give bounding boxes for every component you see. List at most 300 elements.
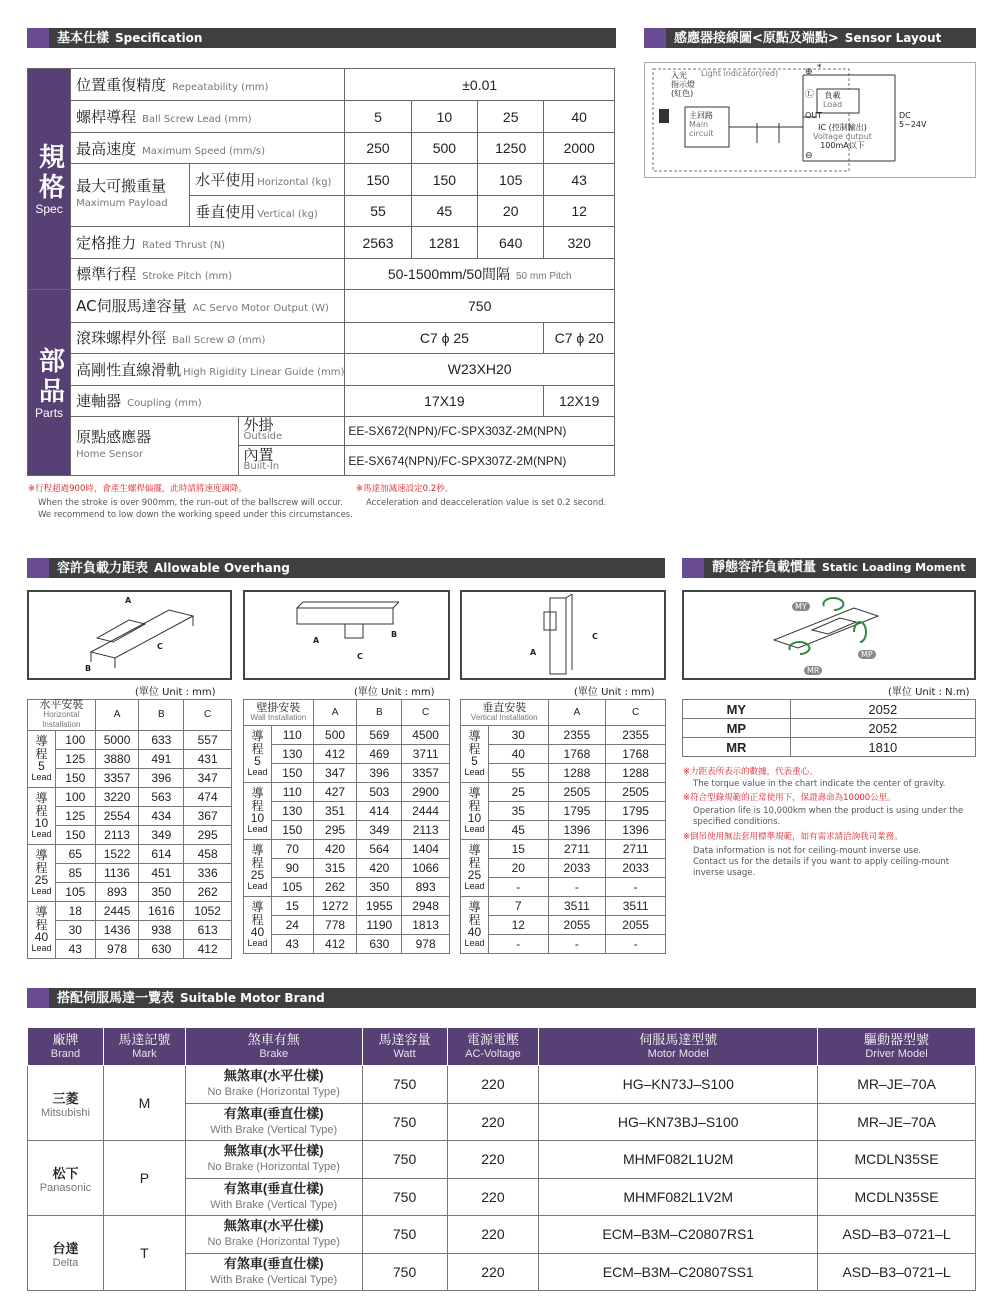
unit-label: (單位 Unit : mm) [574, 687, 655, 698]
moment-title-en: Static Loading Moment [822, 561, 966, 574]
motor-driver-cell: MR–JE–70A [818, 1103, 976, 1141]
table-row [461, 840, 666, 859]
lead-zh: 導程 [468, 843, 481, 870]
overhang-header [27, 558, 665, 578]
moment-diagram [682, 590, 976, 680]
table-cell: 893 [95, 883, 139, 902]
unit-label: (單位 Unit : mm) [135, 687, 216, 698]
overhang-title-en: Allowable Overhang [154, 561, 290, 575]
moment-table [682, 699, 976, 757]
diag-label-a: A [530, 648, 537, 657]
table-cell: 633 [139, 731, 184, 750]
table-cell: 3220 [95, 788, 139, 807]
speed-value: 1250 [478, 132, 544, 163]
motor-col-header [28, 1028, 104, 1066]
lead-group-label [244, 840, 272, 897]
table-cell: 1288 [606, 764, 666, 783]
table-cell: 150 [271, 821, 313, 840]
table-cell: 1616 [139, 902, 184, 921]
table-cell: 350 [357, 878, 402, 897]
table-row [461, 897, 666, 916]
lead-en: Lead [247, 881, 268, 891]
lead-en: Lead [464, 767, 485, 777]
sensor-in-label: 內置 Built-In [238, 446, 345, 476]
spec-header [27, 28, 616, 48]
table-cell: 778 [313, 916, 357, 935]
spec-note-2-zh: ※馬達加減速設定0.2秒。 [356, 484, 454, 494]
motor-driver-cell: MCDLN35SE [818, 1141, 976, 1179]
horizontal-diagram [27, 590, 232, 680]
table-cell: 350 [139, 883, 184, 902]
spec-note-2-en: Acceleration and deacceleration value is set 0.2 second. [366, 498, 607, 508]
lead-label: 螺桿導程 Ball Screw Lead (mm) [71, 101, 345, 132]
moment-value: 2052 [790, 700, 975, 719]
table-cell: 420 [313, 840, 357, 859]
table-cell: 1795 [548, 802, 606, 821]
moment-row [683, 738, 976, 757]
header-en: Brake [259, 1047, 289, 1060]
table-cell: 1404 [402, 840, 450, 859]
table-row [244, 897, 450, 916]
table-row [244, 802, 450, 821]
spec-table [27, 68, 615, 476]
my-label: MY [792, 602, 810, 611]
lead-value: 5 [345, 101, 411, 132]
dc-label: DC 5~24V [899, 111, 927, 129]
table-row [28, 845, 232, 864]
table-row [28, 864, 232, 883]
table-row [28, 769, 232, 788]
lead-num: 5 [254, 754, 261, 768]
moment-row [683, 719, 976, 738]
motor-w-cell: 750 [362, 1103, 447, 1141]
screw-value-2: C7 ϕ 20 [544, 322, 615, 353]
moment-note-3-en-3: inverse usage. [693, 868, 756, 878]
moment-row [683, 700, 976, 719]
table-row [28, 940, 232, 959]
payload-v-value: 12 [544, 195, 615, 226]
lead-group-label [244, 897, 272, 954]
header-zh: 馬達容量 [378, 1031, 431, 1047]
table-cell: 150 [55, 826, 95, 845]
table-cell: - [548, 935, 606, 954]
table-cell: 1955 [357, 897, 402, 916]
table-cell: 978 [95, 940, 139, 959]
plus-terminal: ⊕ [805, 67, 813, 77]
lead-group-label [244, 726, 272, 783]
motor-driver-cell: MCDLN35SE [818, 1178, 976, 1216]
table-cell: 90 [271, 859, 313, 878]
lead-group-label [28, 845, 56, 902]
table-row [461, 764, 666, 783]
table-cell: 414 [357, 802, 402, 821]
screw-label: 滾珠螺桿外徑 Ball Screw Ø (mm) [71, 322, 345, 353]
thrust-value: 640 [478, 227, 544, 258]
out-label: OUT [805, 111, 823, 120]
moment-unit: (單位 Unit : N.m) [888, 687, 970, 698]
table-cell: - [488, 935, 548, 954]
table-cell: 100 [55, 731, 95, 750]
horizontal-overhang-table [27, 699, 232, 959]
table-cell: 262 [184, 883, 232, 902]
sensor-out-value: EE-SX672(NPN)/FC-SPX303Z-2M(NPN) [345, 417, 615, 446]
stroke-value: 50-1500mm/50間隔 50 mm Pitch [345, 258, 615, 289]
vertical-install-svg [462, 592, 664, 678]
sensor-out-label: 外掛 Outside [238, 417, 345, 446]
table-row [461, 878, 666, 897]
table-cell: 503 [357, 783, 402, 802]
table-cell: 349 [139, 826, 184, 845]
table-cell: 2948 [402, 897, 450, 916]
lead-en: Lead [31, 943, 52, 953]
table-cell: 65 [55, 845, 95, 864]
header-zh: 煞車有無 [247, 1031, 300, 1047]
motor-model-cell: ECM–B3M–C20807SS1 [539, 1253, 818, 1291]
lead-num: 10 [250, 811, 265, 825]
motor-w-cell: 750 [362, 1216, 447, 1254]
sensor-layout-header [644, 28, 976, 48]
table-row [244, 878, 450, 897]
speed-value: 2000 [544, 132, 615, 163]
spec-side: 規格 Spec [28, 69, 71, 290]
motor-model-cell: MHMF082L1V2M [539, 1178, 818, 1216]
motor-w-cell: 750 [362, 1253, 447, 1291]
table-cell: 20 [488, 859, 548, 878]
lead-zh: 導程 [251, 786, 264, 813]
col-header: B [357, 700, 402, 726]
brake-zh: 無煞車(水平仕樣) [223, 1143, 324, 1159]
brake-cell [185, 1216, 362, 1254]
table-cell: 2445 [95, 902, 139, 921]
table-cell: 2033 [548, 859, 606, 878]
lead-group-label [244, 783, 272, 840]
payload-h-value: 105 [478, 164, 544, 195]
lead-zh: 導程 [35, 734, 48, 761]
table-cell: 893 [402, 878, 450, 897]
vertical-diagram [460, 590, 666, 680]
spec-title-en: Specification [115, 31, 203, 45]
table-cell: 412 [313, 745, 357, 764]
motor-col-header [818, 1028, 976, 1066]
motor-header [27, 988, 976, 1008]
table-cell: 3511 [606, 897, 666, 916]
header-en: AC-Voltage [465, 1047, 521, 1060]
lead-zh: 導程 [251, 900, 264, 927]
col-header: A [95, 700, 139, 731]
table-cell: 431 [184, 750, 232, 769]
table-cell: 105 [271, 878, 313, 897]
motor-v-cell: 220 [447, 1216, 539, 1254]
lead-num: 40 [467, 925, 482, 939]
table-cell: 412 [313, 935, 357, 954]
table-row [28, 807, 232, 826]
table-cell: 491 [139, 750, 184, 769]
table-row [28, 902, 232, 921]
motor-value: 750 [345, 290, 615, 322]
brand-cell [28, 1141, 104, 1216]
header-zh: 廠牌 [52, 1031, 79, 1047]
table-row [28, 883, 232, 902]
motor-v-cell: 220 [447, 1253, 539, 1291]
col-header: B [139, 700, 184, 731]
table-cell: 367 [184, 807, 232, 826]
spec-note-1-zh: ※行程超過900時，會產生螺桿偏擺，此時請將速度調降。 [28, 484, 247, 494]
brake-cell [185, 1253, 362, 1291]
moment-note-3-zh: ※倒吊使用無法套用標準規範，如有需求請洽詢我司業務。 [683, 832, 903, 842]
moment-note-1-en: The torque value in the chart indicate the center of gravity. [693, 779, 946, 789]
table-cell: 569 [357, 726, 402, 745]
brake-zh: 有煞車(垂直仕樣) [223, 1180, 324, 1196]
table-row [244, 783, 450, 802]
speed-value: 250 [345, 132, 411, 163]
moment-key: MP [683, 719, 791, 738]
table-cell: 2711 [606, 840, 666, 859]
table-row [244, 859, 450, 878]
table-cell: 30 [55, 921, 95, 940]
motor-model-cell: HG–KN73BJ–S100 [539, 1103, 818, 1141]
lead-zh: 導程 [468, 900, 481, 927]
col-header: A [313, 700, 357, 726]
col-header: C [402, 700, 450, 726]
table-cell: 613 [184, 921, 232, 940]
payload-label: 最大可搬重量 Maximum Payload [71, 164, 190, 227]
table-cell: 630 [357, 935, 402, 954]
lead-num: 25 [250, 868, 265, 882]
table-cell: 2355 [548, 726, 606, 745]
wall-install-svg [245, 592, 448, 678]
table-row [244, 745, 450, 764]
guide-value: W23XH20 [345, 354, 615, 385]
lead-en: Lead [464, 881, 485, 891]
table-cell: 105 [55, 883, 95, 902]
sensor-layout-title: 感應器接線圖<原點及端點> [674, 31, 839, 46]
light-indicator-en: Light indicator(red) [701, 69, 779, 78]
header-zh: 驅動器型號 [864, 1031, 930, 1047]
table-cell: 2355 [606, 726, 666, 745]
table-cell: 150 [271, 764, 313, 783]
h-install-label: 水平安裝 Horizontal Installation [28, 700, 96, 731]
table-cell: 150 [55, 769, 95, 788]
moment-value: 1810 [790, 738, 975, 757]
motor-v-cell: 220 [447, 1178, 539, 1216]
wall-diagram [243, 590, 450, 680]
sensor-layout-title-en: Sensor Layout [844, 31, 942, 45]
lead-group-label [28, 788, 56, 845]
table-cell: 125 [55, 750, 95, 769]
motor-driver-cell: ASD–B3–0721–L [818, 1253, 976, 1291]
header-zh: 伺服馬達型號 [639, 1031, 718, 1047]
table-cell: 2505 [548, 783, 606, 802]
lead-num: 40 [34, 930, 49, 944]
table-cell: 458 [184, 845, 232, 864]
l-terminal: Ⓛ [805, 90, 815, 100]
table-cell: - [606, 935, 666, 954]
table-cell: 1436 [95, 921, 139, 940]
table-cell: 1052 [184, 902, 232, 921]
motor-model-cell: ECM–B3M–C20807RS1 [539, 1216, 818, 1254]
table-cell: 349 [357, 821, 402, 840]
table-cell: 1190 [357, 916, 402, 935]
coupling-value-1: 17X19 [345, 385, 544, 416]
table-cell: 347 [184, 769, 232, 788]
header-en: Driver Model [865, 1047, 928, 1060]
brand-cell [28, 1216, 104, 1291]
lead-num: 10 [467, 811, 482, 825]
lead-en: Lead [464, 824, 485, 834]
header-en: Brand [50, 1047, 81, 1060]
table-cell: 2033 [606, 859, 666, 878]
table-cell: 100 [55, 788, 95, 807]
table-cell: 451 [139, 864, 184, 883]
lead-num: 10 [34, 816, 49, 830]
diag-label-a: A [125, 596, 132, 605]
lead-group-label [461, 783, 489, 840]
lead-value: 25 [478, 101, 544, 132]
table-cell: - [488, 878, 548, 897]
table-cell: 24 [271, 916, 313, 935]
motor-col-header [103, 1028, 185, 1066]
lead-group-label [461, 840, 489, 897]
moment-value: 2052 [790, 719, 975, 738]
stroke-label: 標準行程 Stroke Pitch (mm) [71, 258, 345, 289]
table-cell: 70 [271, 840, 313, 859]
diag-label-a: A [313, 636, 320, 645]
motor-row [28, 1141, 976, 1179]
table-cell: 295 [184, 826, 232, 845]
lead-zh: 導程 [251, 843, 264, 870]
table-row [461, 916, 666, 935]
motor-v-cell: 220 [447, 1103, 539, 1141]
minus-terminal: ⊖ [805, 151, 813, 161]
lead-en: Lead [247, 938, 268, 948]
lead-num: 25 [34, 873, 49, 887]
diag-label-b: B [391, 630, 398, 639]
moment-note-2-zh: ※符合型錄規範的正常使用下，保證壽命為10000公里。 [683, 793, 896, 803]
thrust-value: 320 [544, 227, 615, 258]
brake-zh: 有煞車(垂直仕樣) [223, 1105, 324, 1121]
table-row [461, 783, 666, 802]
load-label: 負載 Load [823, 91, 843, 109]
table-row [244, 935, 450, 954]
lead-zh: 導程 [251, 729, 264, 756]
table-cell: 2711 [548, 840, 606, 859]
table-row [461, 821, 666, 840]
table-cell: 7 [488, 897, 548, 916]
table-cell: 2444 [402, 802, 450, 821]
table-cell: 396 [357, 764, 402, 783]
brake-en: No Brake (Horizontal Type) [207, 1236, 340, 1249]
table-cell: 1813 [402, 916, 450, 935]
table-cell: 125 [55, 807, 95, 826]
lead-num: 40 [250, 925, 265, 939]
table-cell: 1272 [313, 897, 357, 916]
table-cell: 3711 [402, 745, 450, 764]
table-cell: 2055 [606, 916, 666, 935]
table-cell: 1288 [548, 764, 606, 783]
table-cell: 3357 [95, 769, 139, 788]
sensor-label: 原點感應器 Home Sensor [71, 417, 238, 476]
moment-note-1-zh: ※力距表所表示的數據，代表重心。 [683, 767, 818, 777]
coupling-value-2: 12X19 [544, 385, 615, 416]
table-row [461, 802, 666, 821]
motor-col-header [539, 1028, 818, 1066]
table-cell: 1522 [95, 845, 139, 864]
table-cell: 978 [402, 935, 450, 954]
speed-label: 最高速度 Maximum Speed (mm/s) [71, 132, 345, 163]
spec-note-1-en-2: We recommend to low down the working speed under this circumstances. [38, 510, 353, 520]
brake-zh: 無煞車(水平仕樣) [223, 1068, 324, 1084]
brake-cell [185, 1103, 362, 1141]
lead-value: 40 [544, 101, 615, 132]
table-cell: 420 [357, 859, 402, 878]
spec-title: 基本仕樣 [57, 31, 110, 46]
table-cell: 45 [488, 821, 548, 840]
table-cell: 347 [313, 764, 357, 783]
thrust-value: 1281 [411, 227, 477, 258]
table-cell: - [548, 878, 606, 897]
lead-group-label [461, 897, 489, 954]
lead-en: Lead [247, 824, 268, 834]
brake-en: No Brake (Horizontal Type) [207, 1161, 340, 1174]
payload-v-value: 55 [345, 195, 411, 226]
col-header: C [606, 700, 666, 726]
table-row [28, 788, 232, 807]
motor-model-cell: HG–KN73J–S100 [539, 1066, 818, 1104]
table-cell: 3511 [548, 897, 606, 916]
table-cell: 630 [139, 940, 184, 959]
mark-cell: T [103, 1216, 185, 1291]
motor-row [28, 1216, 976, 1254]
thrust-label: 定格推力 Rated Thrust (N) [71, 227, 345, 258]
lead-num: 25 [467, 868, 482, 882]
table-cell: 1136 [95, 864, 139, 883]
brand-zh: 台達 [52, 1240, 79, 1256]
table-row [244, 840, 450, 859]
v-install-label: 垂直安裝 Vertical Installation [461, 700, 549, 726]
mr-label: MR [804, 666, 822, 675]
header-en: Watt [393, 1047, 416, 1060]
table-cell: 2900 [402, 783, 450, 802]
diag-label-c: C [157, 642, 163, 651]
brake-cell [185, 1141, 362, 1179]
brake-en: With Brake (Vertical Type) [210, 1273, 338, 1286]
sensor-in-value: EE-SX674(NPN)/FC-SPX307Z-2M(NPN) [345, 446, 615, 476]
repeat-value: ±0.01 [345, 69, 615, 101]
table-cell: 614 [139, 845, 184, 864]
table-cell: 262 [313, 878, 357, 897]
lead-en: Lead [31, 886, 52, 896]
table-cell: 15 [271, 897, 313, 916]
motor-title: 搭配伺服馬達一覽表 [57, 991, 175, 1006]
moment-note-2-en-2: specified conditions. [693, 817, 781, 827]
table-cell: - [606, 878, 666, 897]
lead-num: 5 [471, 754, 478, 768]
lead-value: 10 [411, 101, 477, 132]
moment-header [682, 558, 976, 578]
table-cell: 110 [271, 783, 313, 802]
moment-key: MY [683, 700, 791, 719]
table-cell: 25 [488, 783, 548, 802]
brake-en: No Brake (Horizontal Type) [207, 1086, 340, 1099]
diag-label-b: B [85, 664, 92, 673]
table-cell: 3880 [95, 750, 139, 769]
lead-en: Lead [31, 829, 52, 839]
table-row [28, 826, 232, 845]
lead-group-label [28, 902, 56, 959]
table-row [28, 731, 232, 750]
motor-v-cell: 220 [447, 1066, 539, 1104]
wall-overhang-table [243, 699, 450, 954]
